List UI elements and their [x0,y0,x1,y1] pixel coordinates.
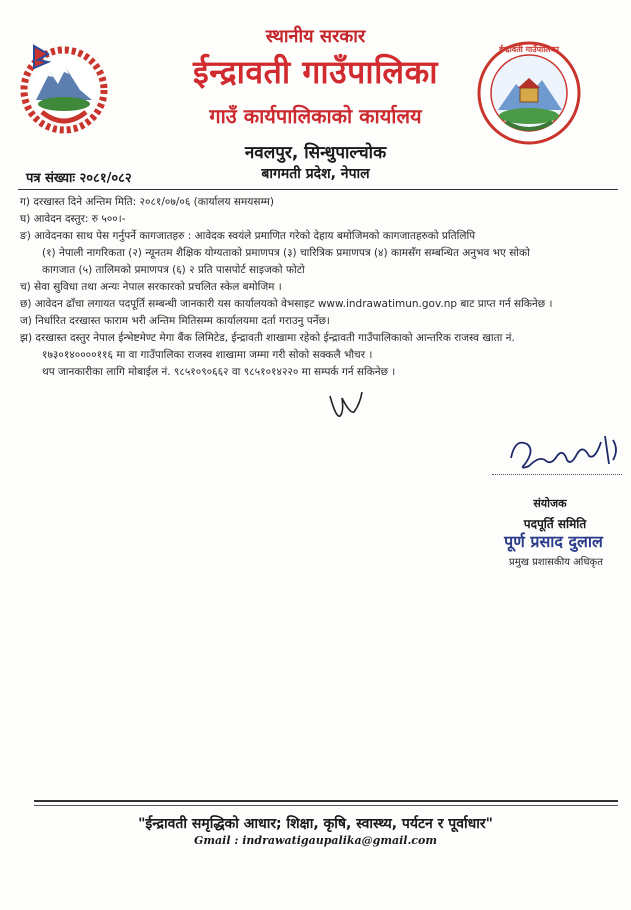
footer-divider [34,800,618,802]
line-application-fee: घ) आवेदन दस्तुर: रु ५००।- [20,213,126,225]
line-contact: थप जानकारीका लागि मोबाईल नं. ९८५१०९०६६२ वा ९८५१०१४२२० मा सम्पर्क गर्न सकिनेछ । [42,366,396,378]
line-documents-required: ङ) आवेदनका साथ पेस गर्नुपर्ने कागजातहरु : आवेदक स्वयंले प्रमाणित गरेको देहाय बमोजिमको कागजातहरुको प्रतिलिपि [20,230,476,242]
line-submission: ज) निर्धारित दरखास्त फाराम भरी अन्तिम मितिसम्म कार्यालयमा दर्ता गराउनु पर्नेछ। [20,315,330,327]
address-local: नवलपुर, सिन्धुपाल्चोक [244,143,387,163]
header-office-name: गाउँ कार्यपालिकाको कार्यालय [209,104,422,128]
address-province: बागमती प्रदेश, नेपाल [261,166,370,182]
line-facilities: च) सेवा सुविधा तथा अन्यः नेपाल सरकारको प्रचलित स्केल बमोजिम । [20,281,282,293]
header-divider [18,189,618,190]
footer-motto: "ईन्द्रावती समृद्धिको आधार; शिक्षा, कृषि, स्वास्थ्य, पर्यटन र पूर्वाधार" [138,816,493,832]
signatory-committee: पदपूर्ति समिति [523,517,587,531]
handwritten-signature [505,420,625,480]
signatory-name: पूर्ण प्रसाद दुलाल [504,532,603,551]
signatory-role: संयोजक [533,497,567,510]
footer-divider-thin [34,805,618,806]
line-bank-account-1: झ) दरखास्त दस्तुर नेपाल ईन्भेष्टमेण्ट मेगा बैंक लिमिटेड, ईन्द्रावती शाखामा रहेको ईन्द्रावती गाउँपालिकाको आन्तरिक राजस्व खाता नं. [20,332,515,344]
line-bank-account-2: १७३०१४००००११६ मा वा गाउँपालिका राजस्व शाखामा जम्मा गरी सोको सक्कलै भौचर । [42,349,373,361]
header-local-government: स्थानीय सरकार [265,26,366,47]
line-website: छ) आवेदन ढाँचा लगायत पदपूर्ति सम्बन्धी जानकारी यस कार्यालयको वेभसाइट www.indrawatimun.gov.np बाट प्राप्त गर्न सकिनेछ । [20,298,553,310]
signature-line [492,474,622,475]
line-documents-list-1: (१) नेपाली नागरिकता (२) न्यूनतम शैक्षिक योग्यताको प्रमाणपत्र (३) चारित्रिक प्रमाणपत्र (४) कामसँग सम्बन्धित अनुभव भए सोको [42,247,530,259]
line-documents-list-2: कागजात (५) तालिमको प्रमाणपत्र (६) २ प्रति पासपोर्ट साइजको फोटो [42,264,305,276]
initial-signature [326,388,366,424]
footer-email: Gmail : indrawatigaupalika@gmail.com [194,834,437,847]
line-deadline: ग) दरखास्त दिने अन्तिम मिति: २०८१/०७/०६ (कार्यालय समयसम्म) [20,196,274,208]
seal-lettering: ईन्द्रावती गाउँपालिका [499,44,559,54]
header-municipality-title: ईन्द्रावती गाउँपालिका [193,53,438,91]
signatory-designation: प्रमुख प्रशासकीय अधिकृत [509,557,603,568]
letter-number: पत्र संख्याः २०८१/०८२ [26,171,132,186]
notice-body [20,194,620,381]
